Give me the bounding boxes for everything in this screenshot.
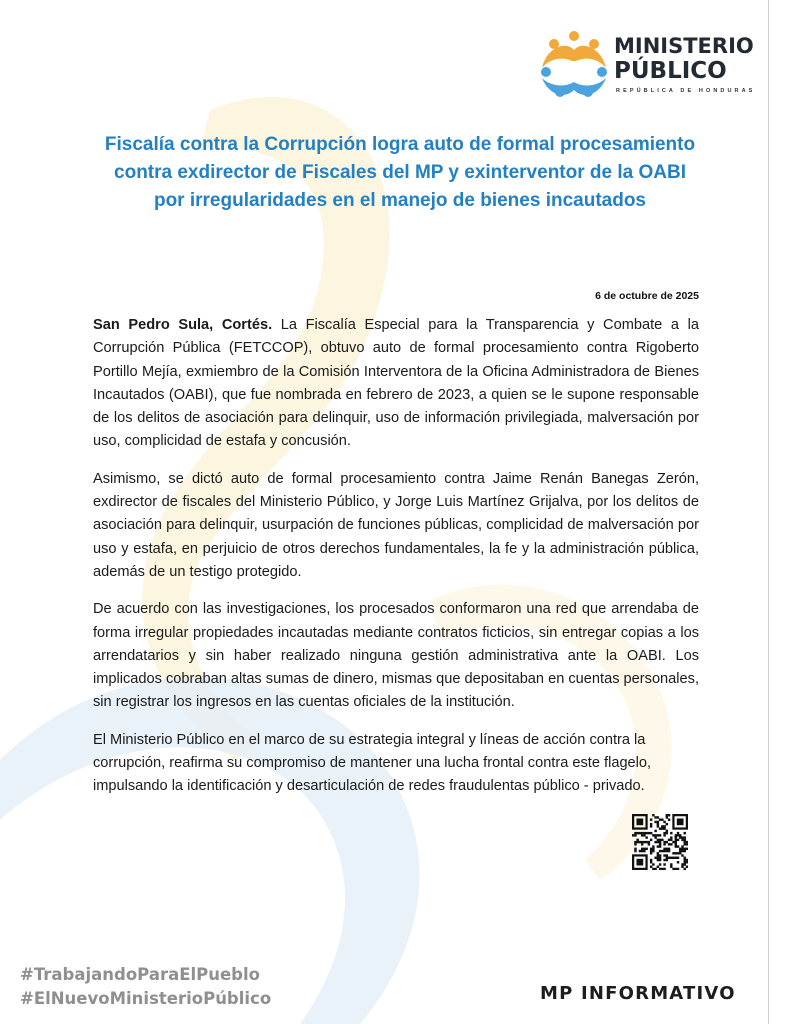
title-line: contra exdirector de Fiscales del MP y exinterventor de la OABI <box>114 162 686 183</box>
hashtag: #TrabajandoParaElPueblo <box>20 965 260 984</box>
logo-title-line1: MINISTERIO <box>614 34 754 58</box>
title-line: por irregularidades en el manejo de bienes incautados <box>153 190 647 211</box>
title-line: Fiscalía contra la Corrupción logra auto de formal procesamiento <box>104 134 696 155</box>
paragraph-2: Asimismo, se dictó auto de formal procesamiento contra Jaime Renán Banegas Zerón, exdirector de fiscales del Ministerio Público, y Jorge Luis Martínez Grijalva, por los delitos de asociación para delinquir, usurpación de funciones públicas, complicidad de malversación por uso y estafa, en perjuicio de otros derechos fundamentales, la fe y la administración pública, además de un testigo protegido. <box>93 470 699 580</box>
logo-subtitle: REPÚBLICA DE HONDURAS <box>616 88 756 94</box>
article-body <box>93 314 699 813</box>
paragraph-4: El Ministerio Público en el marco de su estrategia integral y líneas de acción contra la corrupción, reafirma su compromiso de mantener una lucha frontal contra este flagelo, impulsando la identificación y desarticulación de redes fraudulentas público - privado. <box>93 731 652 795</box>
hashtags <box>20 963 271 1011</box>
footer-brand: MP INFORMATIVO <box>540 983 736 1004</box>
logo-title-line2: PÚBLICO <box>614 58 727 84</box>
article-title <box>60 131 740 215</box>
qr-code-icon[interactable] <box>632 814 688 870</box>
publication-date: 6 de octubre de 2025 <box>595 290 699 302</box>
paragraph-3: De acuerdo con las investigaciones, los procesados conformaron una red que arrendaba de forma irregular propiedades incautadas mediante contratos ficticios, sin entregar copias a los arrendatarios y sin haber realizado ninguna gestión administrativa ante la OABI. Los implicados cobraban altas sumas de dinero, mismas que depositaban en cuentas personales, sin registrar los ingresos en las cuentas oficiales de la institución. <box>93 601 699 711</box>
ministerio-publico-logo <box>536 28 764 102</box>
page-border <box>768 0 769 1024</box>
paragraph-1-text: La Fiscalía Especial para la Transparencia y Combate a la Corrupción Pública (FETCCOP), obtuvo auto de formal procesamiento contra Rigoberto Portillo Mejía, exmiembro de la Comisión Interventora de la Oficina Administradora de Bienes Incautados (OABI), que fue nombrada en febrero de 2023, a quien se le supone responsable de los delitos de asociación para delinquir, uso de información privilegiada, malversación por uso, complicidad de estafa y concusión. <box>93 317 699 450</box>
paragraph-1 <box>93 314 699 454</box>
dateline: San Pedro Sula, Cortés. <box>93 317 273 333</box>
logo-emblem-icon <box>536 28 612 102</box>
hashtag: #ElNuevoMinisterioPúblico <box>20 989 272 1008</box>
